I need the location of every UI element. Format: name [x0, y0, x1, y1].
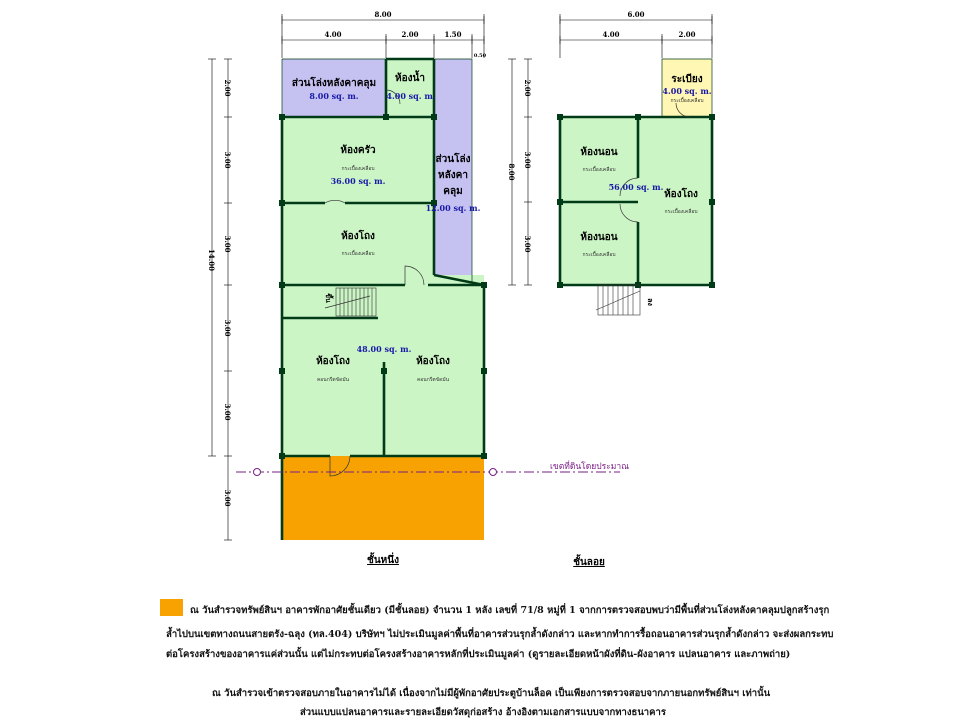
stair-zone-fill	[282, 285, 484, 318]
land-boundary-label: เขตที่ดินโดยประมาณ	[550, 462, 630, 472]
note-line-4: ณ วันสำรวจเข้าตรวจสอบภายในอาคารไม่ได้ เนื่องจากไม่มีผู้พักอาศัยประตูบ้านล็อค เป็นเพียงการตรวจสอบจากภายนอกทรัพย์สินฯ เท่านั้น	[212, 688, 771, 699]
bedroom-bottom-label: ห้องนอน	[580, 232, 618, 243]
ground-dim-top-3: 1.50	[444, 30, 462, 39]
mezz-dim-left-1: 2.00	[523, 79, 532, 97]
ground-dim-left-4: 3.00	[223, 319, 232, 337]
extension-area-fill	[282, 456, 484, 540]
bathroom-label: ห้องน้ำ	[395, 73, 425, 84]
ground-dim-left-3: 3.00	[223, 235, 232, 253]
ground-dim-left-5: 3.00	[223, 403, 232, 421]
note-line-5: ส่วนแบบแปลนอาคารและรายละเอียดวัสดุก่อสร้าง อ้างอิงตามเอกสารแบบจากทางธนาคาร	[300, 707, 666, 718]
kitchen-label: ห้องครัว	[340, 145, 376, 156]
hall-right-floor-material: คอนกรีตขัดมัน	[416, 377, 450, 383]
ground-dim-top-1: 4.00	[324, 30, 342, 39]
rear-open-area-label: ส่วนโล่งหลังคาคลุม	[291, 78, 377, 89]
hall-left-label: ห้องโถง	[316, 356, 350, 367]
bedroom-bottom-floor-material: กระเบื้องเคลือบ	[582, 252, 616, 258]
ground-dim-top-total: 8.00	[374, 10, 392, 19]
ground-dim-left-6: 3.00	[223, 489, 232, 507]
ground-stair-label: ขึ้น	[324, 293, 333, 303]
hall-upper-label: ห้องโถง	[341, 231, 375, 242]
mezz-dim-top-2: 2.00	[678, 30, 696, 39]
side-open-label-3: คลุม	[443, 186, 463, 197]
ground-dim-top-4: 0.50	[473, 53, 487, 59]
side-open-size: 12.00 sq. m.	[425, 203, 481, 213]
mezz-stair	[596, 285, 640, 315]
side-open-label-2: หลังคา	[438, 170, 468, 181]
mezz-hall-fill	[638, 117, 712, 285]
hall-right-label: ห้องโถง	[416, 356, 450, 367]
mezz-hall-floor-material: กระเบื้องเคลือบ	[664, 209, 698, 215]
bathroom-size: 4.00 sq. m.	[386, 91, 436, 101]
balcony-size: 4.00 sq. m.	[662, 86, 712, 96]
bedroom-top-floor-material: กระเบื้องเคลือบ	[582, 167, 616, 173]
kitchen-fill	[282, 117, 434, 203]
bedroom-bottom-fill	[560, 202, 638, 285]
ground-floor-title: ชั้นหนึ่ง	[367, 555, 399, 566]
balcony-label: ระเบียง	[671, 74, 703, 85]
front-hall-size: 48.00 sq. m.	[356, 344, 412, 354]
mezz-size: 56.00 sq. m.	[608, 182, 664, 192]
side-open-label-1: ส่วนโล่ง	[435, 154, 471, 165]
note-line-2: ล้ำไปบนเขตทางถนนสายตรัง-ฉลุง (ทล.404) บริษัทฯ ไม่ประเมินมูลค่าพื้นที่อาคารส่วนรุกล้ำดังกล่าว และหากทำการรื้อถอนอาคารส่วนรุกล้ำดังกล่าว จะส่งผลกระทบ	[166, 629, 834, 640]
ground-dim-left-2: 3.00	[223, 151, 232, 169]
kitchen-floor-material: กระเบื้องเคลือบ	[341, 166, 375, 172]
mezz-dim-left-2: 3.00	[523, 151, 532, 169]
extension-legend-swatch	[160, 599, 183, 616]
mezz-dim-left-3: 3.00	[523, 235, 532, 253]
note-line-1: ณ วันสำรวจทรัพย์สินฯ อาคารพักอาศัยชั้นเดียว (มีชั้นลอย) จำนวน 1 หลัง เลขที่ 71/8 หมู่ที่ 1 จากการตรวจสอบพบว่ามีพื้นที่ส่วนโล่งหลังคาคลุมปลูกสร้างรุก	[190, 605, 830, 616]
mezz-dim-top-1: 4.00	[602, 30, 620, 39]
kitchen-size: 36.00 sq. m.	[330, 176, 386, 186]
balcony-floor-material: กระเบื้องเคลือบ	[670, 98, 704, 104]
hall-upper-fill	[282, 203, 434, 285]
note-line-3: ต่อโครงสร้างของอาคารแค่ส่วนนั้น แต่ไม่กระทบต่อโครงสร้างอาคารหลักที่ประเมินมูลค่า (ดูรายละเอียดหน้าผังที่ดิน-ผังอาคาร แปลนอาคาร และภาพถ่าย)	[166, 649, 791, 660]
mezz-floor-title: ชั้นลอย	[573, 557, 605, 568]
bathroom-fill	[386, 59, 434, 117]
mezz-hall-label: ห้องโถง	[664, 189, 698, 200]
ground-dim-left-total: 14.00	[207, 249, 216, 271]
bedroom-top-label: ห้องนอน	[580, 147, 618, 158]
mezz-dim-top-total: 6.00	[627, 10, 645, 19]
mezz-stair-label: ลง	[646, 298, 655, 306]
ground-dim-top-2: 2.00	[401, 30, 419, 39]
hall-left-floor-material: คอนกรีตขัดมัน	[316, 377, 350, 383]
mezz-dim-left-total: 8.00	[507, 163, 516, 181]
ground-dim-left-1: 2.00	[223, 79, 232, 97]
hall-upper-floor-material: กระเบื้องเคลือบ	[341, 251, 375, 257]
rear-open-area-size: 8.00 sq. m.	[309, 91, 359, 101]
